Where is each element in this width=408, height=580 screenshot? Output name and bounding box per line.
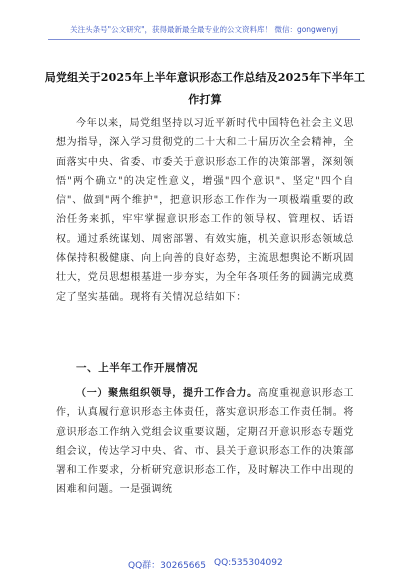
header-banner xyxy=(0,0,408,40)
header-promo-text: 关注头条号"公文研究"，获得最新最全最专业的公文资料库！ 微信：gongwenyj xyxy=(70,25,338,34)
subsection-paragraph-1 xyxy=(56,384,354,500)
document-title: 局党组关于2025年上半年意识形态工作总结及2025年下半年工作打算 xyxy=(44,71,366,106)
footer-qq-group: QQ群：30265665 xyxy=(128,561,206,571)
section-heading-1: 一、上半年工作开展情况 xyxy=(76,362,199,374)
footer-qq-contact: QQ:535304092 xyxy=(214,558,283,568)
intro-paragraph: 今年以来，局党组坚持以习近平新时代中国特色社会主义思想为指导，深入学习贯彻党的二十大和二十届历次全会精神，全面落实中央、省委、市委关于意识形态工作的决策部署，深刻领悟"两个确立"的决定性意义，增强"四个意识"、坚定"四个自信"、做到"两个维护"，把意识形态工作作为一项极端重要的政治任务来抓，牢牢掌握意识形态工作的领导权、管理权、话语权。通过系统谋划、周密部署、有效实施，机关意识形态领域总体保持积极健康、向上向善的良好态势，主流思想舆论不断巩固壮大，党员思想根基进一步夯实，为全年各项任务的圆满完成奠定了坚实基础。现将有关情况总结如下： xyxy=(56,118,354,303)
header-divider xyxy=(48,39,360,40)
subsection-title-1: （一）聚焦组织领导，提升工作合力。 xyxy=(76,388,258,399)
subsection-body-1: 高度重视意识形态工作，认真履行意识形态主体责任，落实意识形态工作责任制。将意识形态工作纳入党组会议重要议题，定期召开意识形态专题党组会议，传达学习中央、省、市、县关于意识形态工作的决策部署和工作要求，分析研究意识形态工作，及时解决工作中出现的困难和问题。一是强调统 xyxy=(56,388,354,496)
